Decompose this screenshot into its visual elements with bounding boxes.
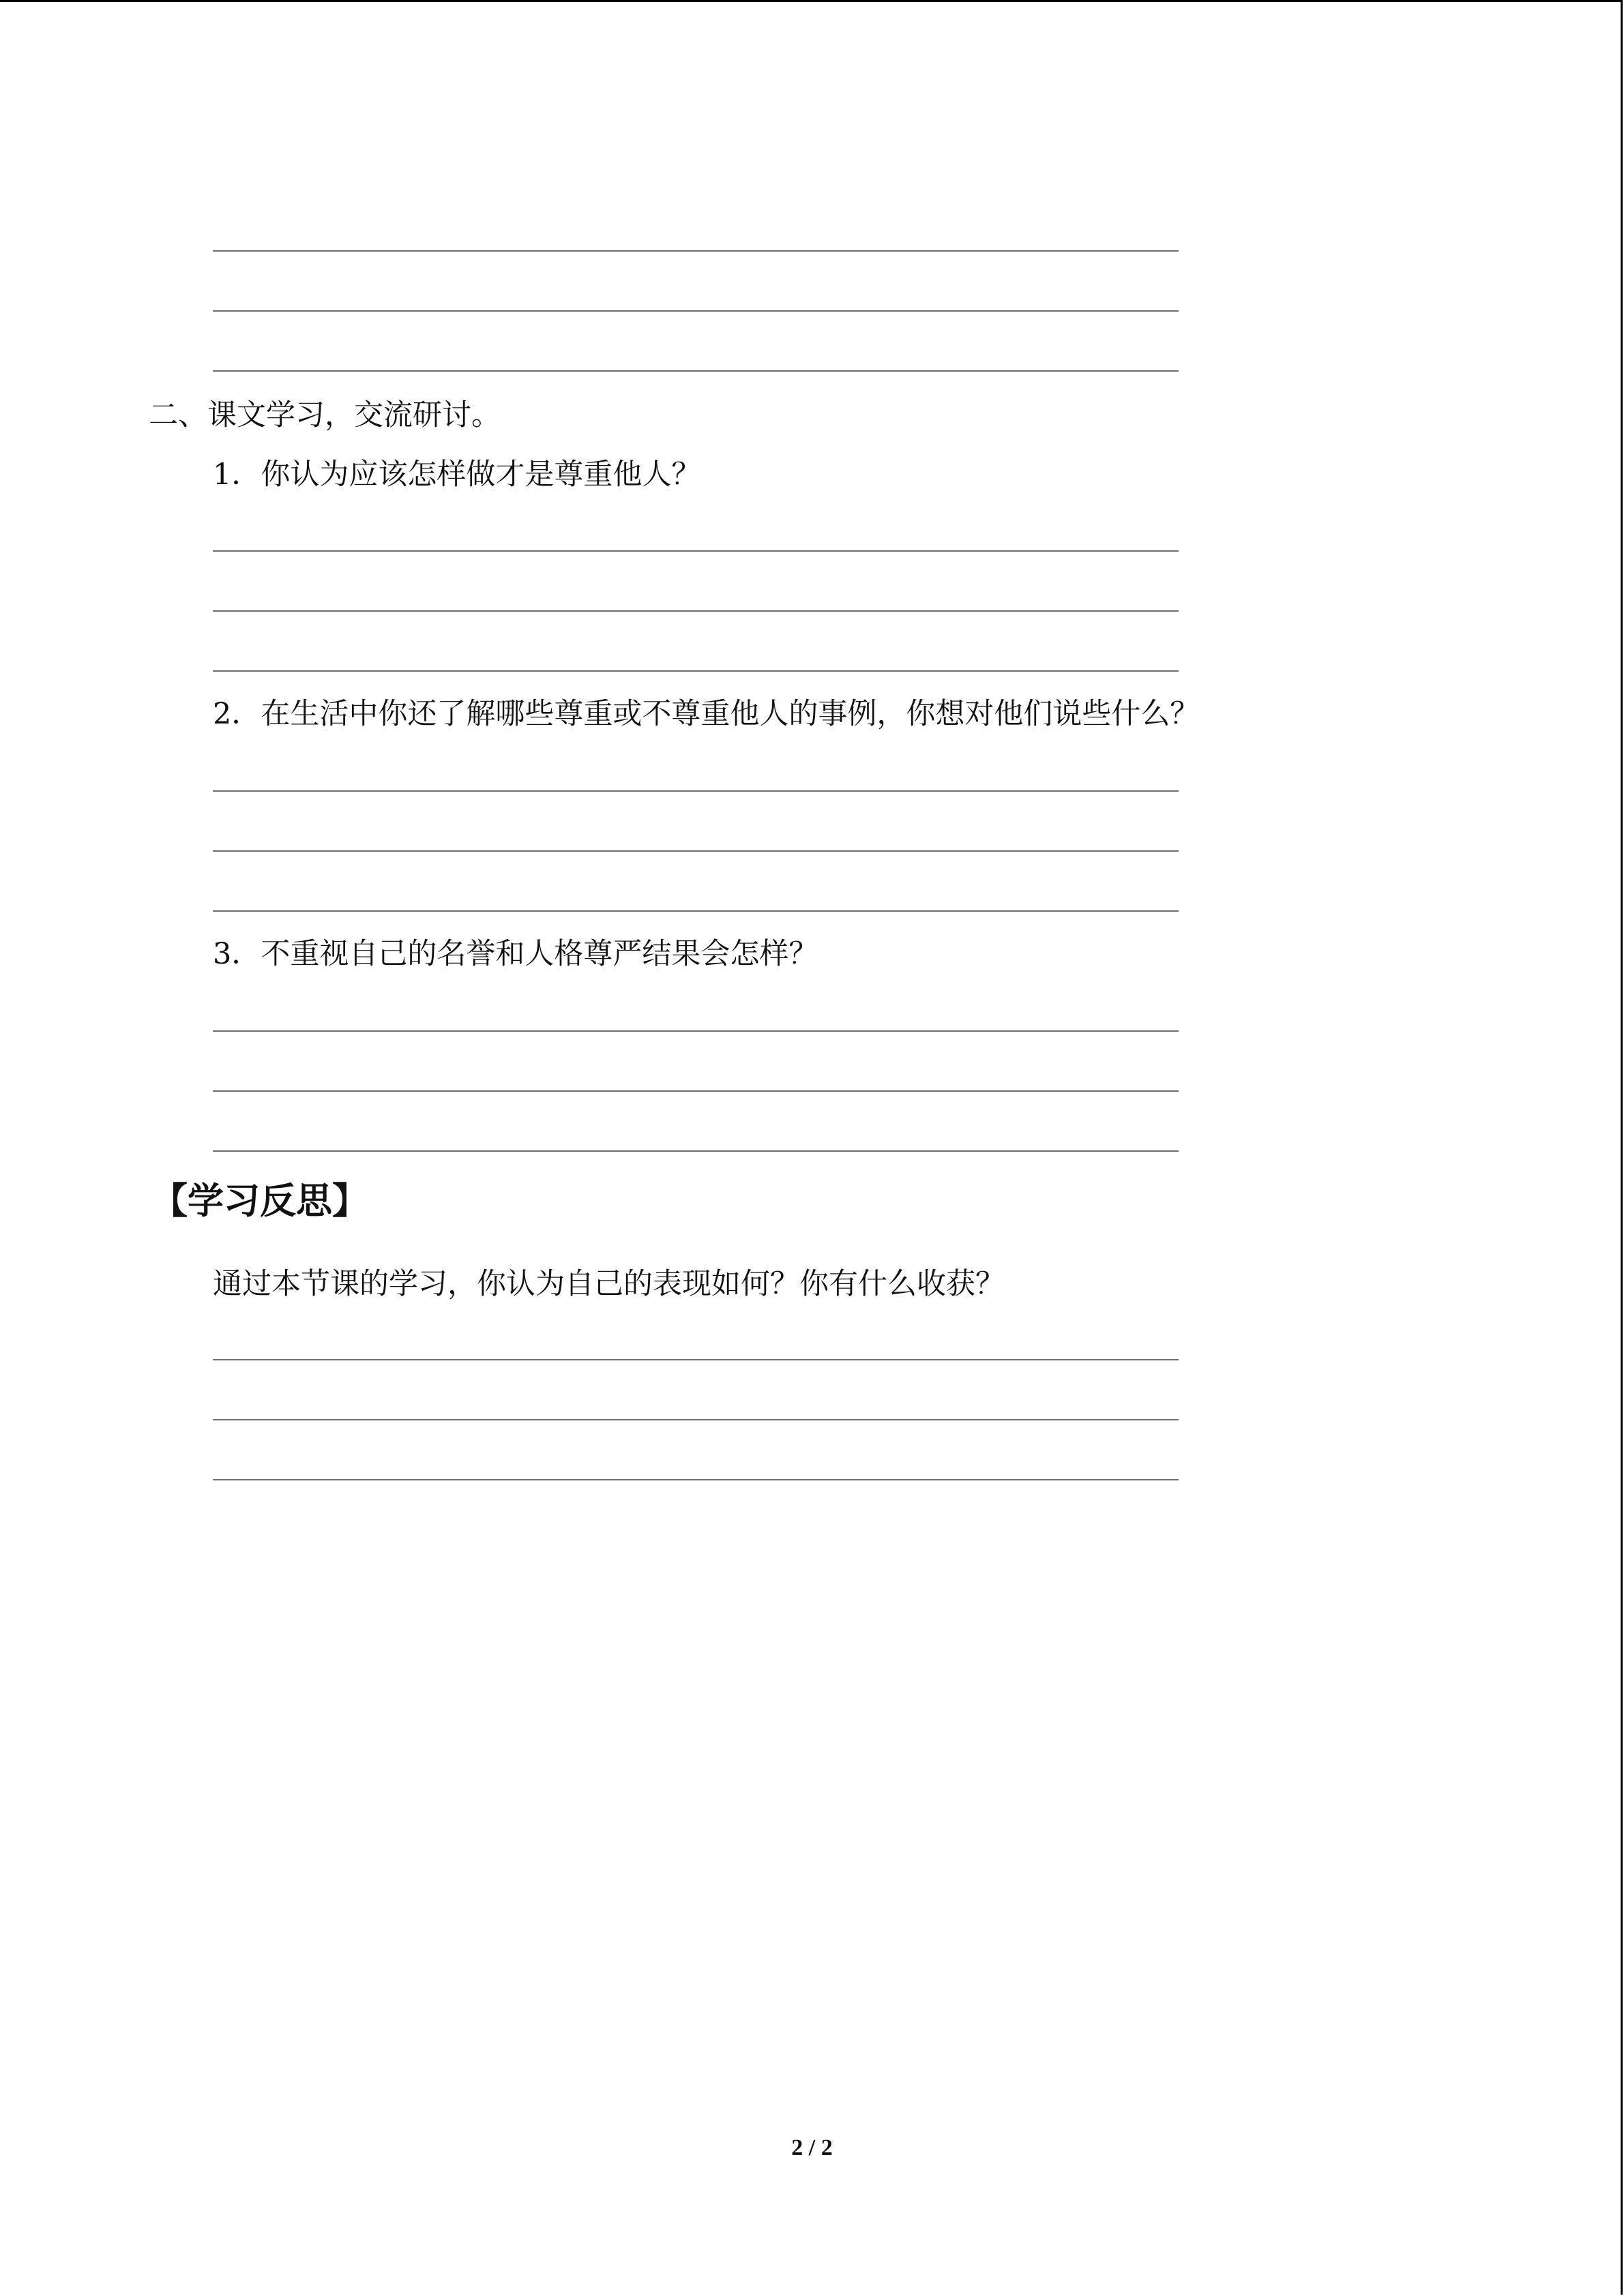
answer-line[interactable] [213, 1419, 1179, 1420]
answer-line[interactable] [213, 910, 1179, 912]
answer-line[interactable] [213, 1359, 1179, 1360]
answer-line[interactable] [213, 1479, 1179, 1480]
answer-line[interactable] [213, 610, 1179, 612]
answer-line[interactable] [213, 310, 1179, 312]
section-heading: 二、课文学习，交流研讨。 [149, 398, 501, 432]
answer-line[interactable] [213, 1150, 1179, 1152]
question-1: 1．你认为应该怎样做才是尊重他人？ [213, 458, 701, 492]
answer-line[interactable] [213, 1090, 1179, 1092]
question-3: 3．不重视自己的名誉和人格尊严结果会怎样？ [213, 937, 818, 971]
answer-line[interactable] [213, 850, 1179, 852]
reflection-title: 【学习反思】 [151, 1180, 368, 1222]
answer-line[interactable] [213, 790, 1179, 792]
answer-line[interactable] [213, 250, 1179, 252]
answer-line[interactable] [213, 550, 1179, 552]
answer-line[interactable] [213, 1030, 1179, 1032]
reflection-prompt: 通过本节课的学习，你认为自己的表现如何？你有什么收获？ [213, 1267, 1005, 1301]
question-2: 2．在生活中你还了解哪些尊重或不尊重他人的事例，你想对他们说些什么？ [213, 697, 1200, 731]
answer-line[interactable] [213, 370, 1179, 372]
answer-line[interactable] [213, 670, 1179, 672]
page-number: 2 / 2 [791, 2135, 833, 2160]
